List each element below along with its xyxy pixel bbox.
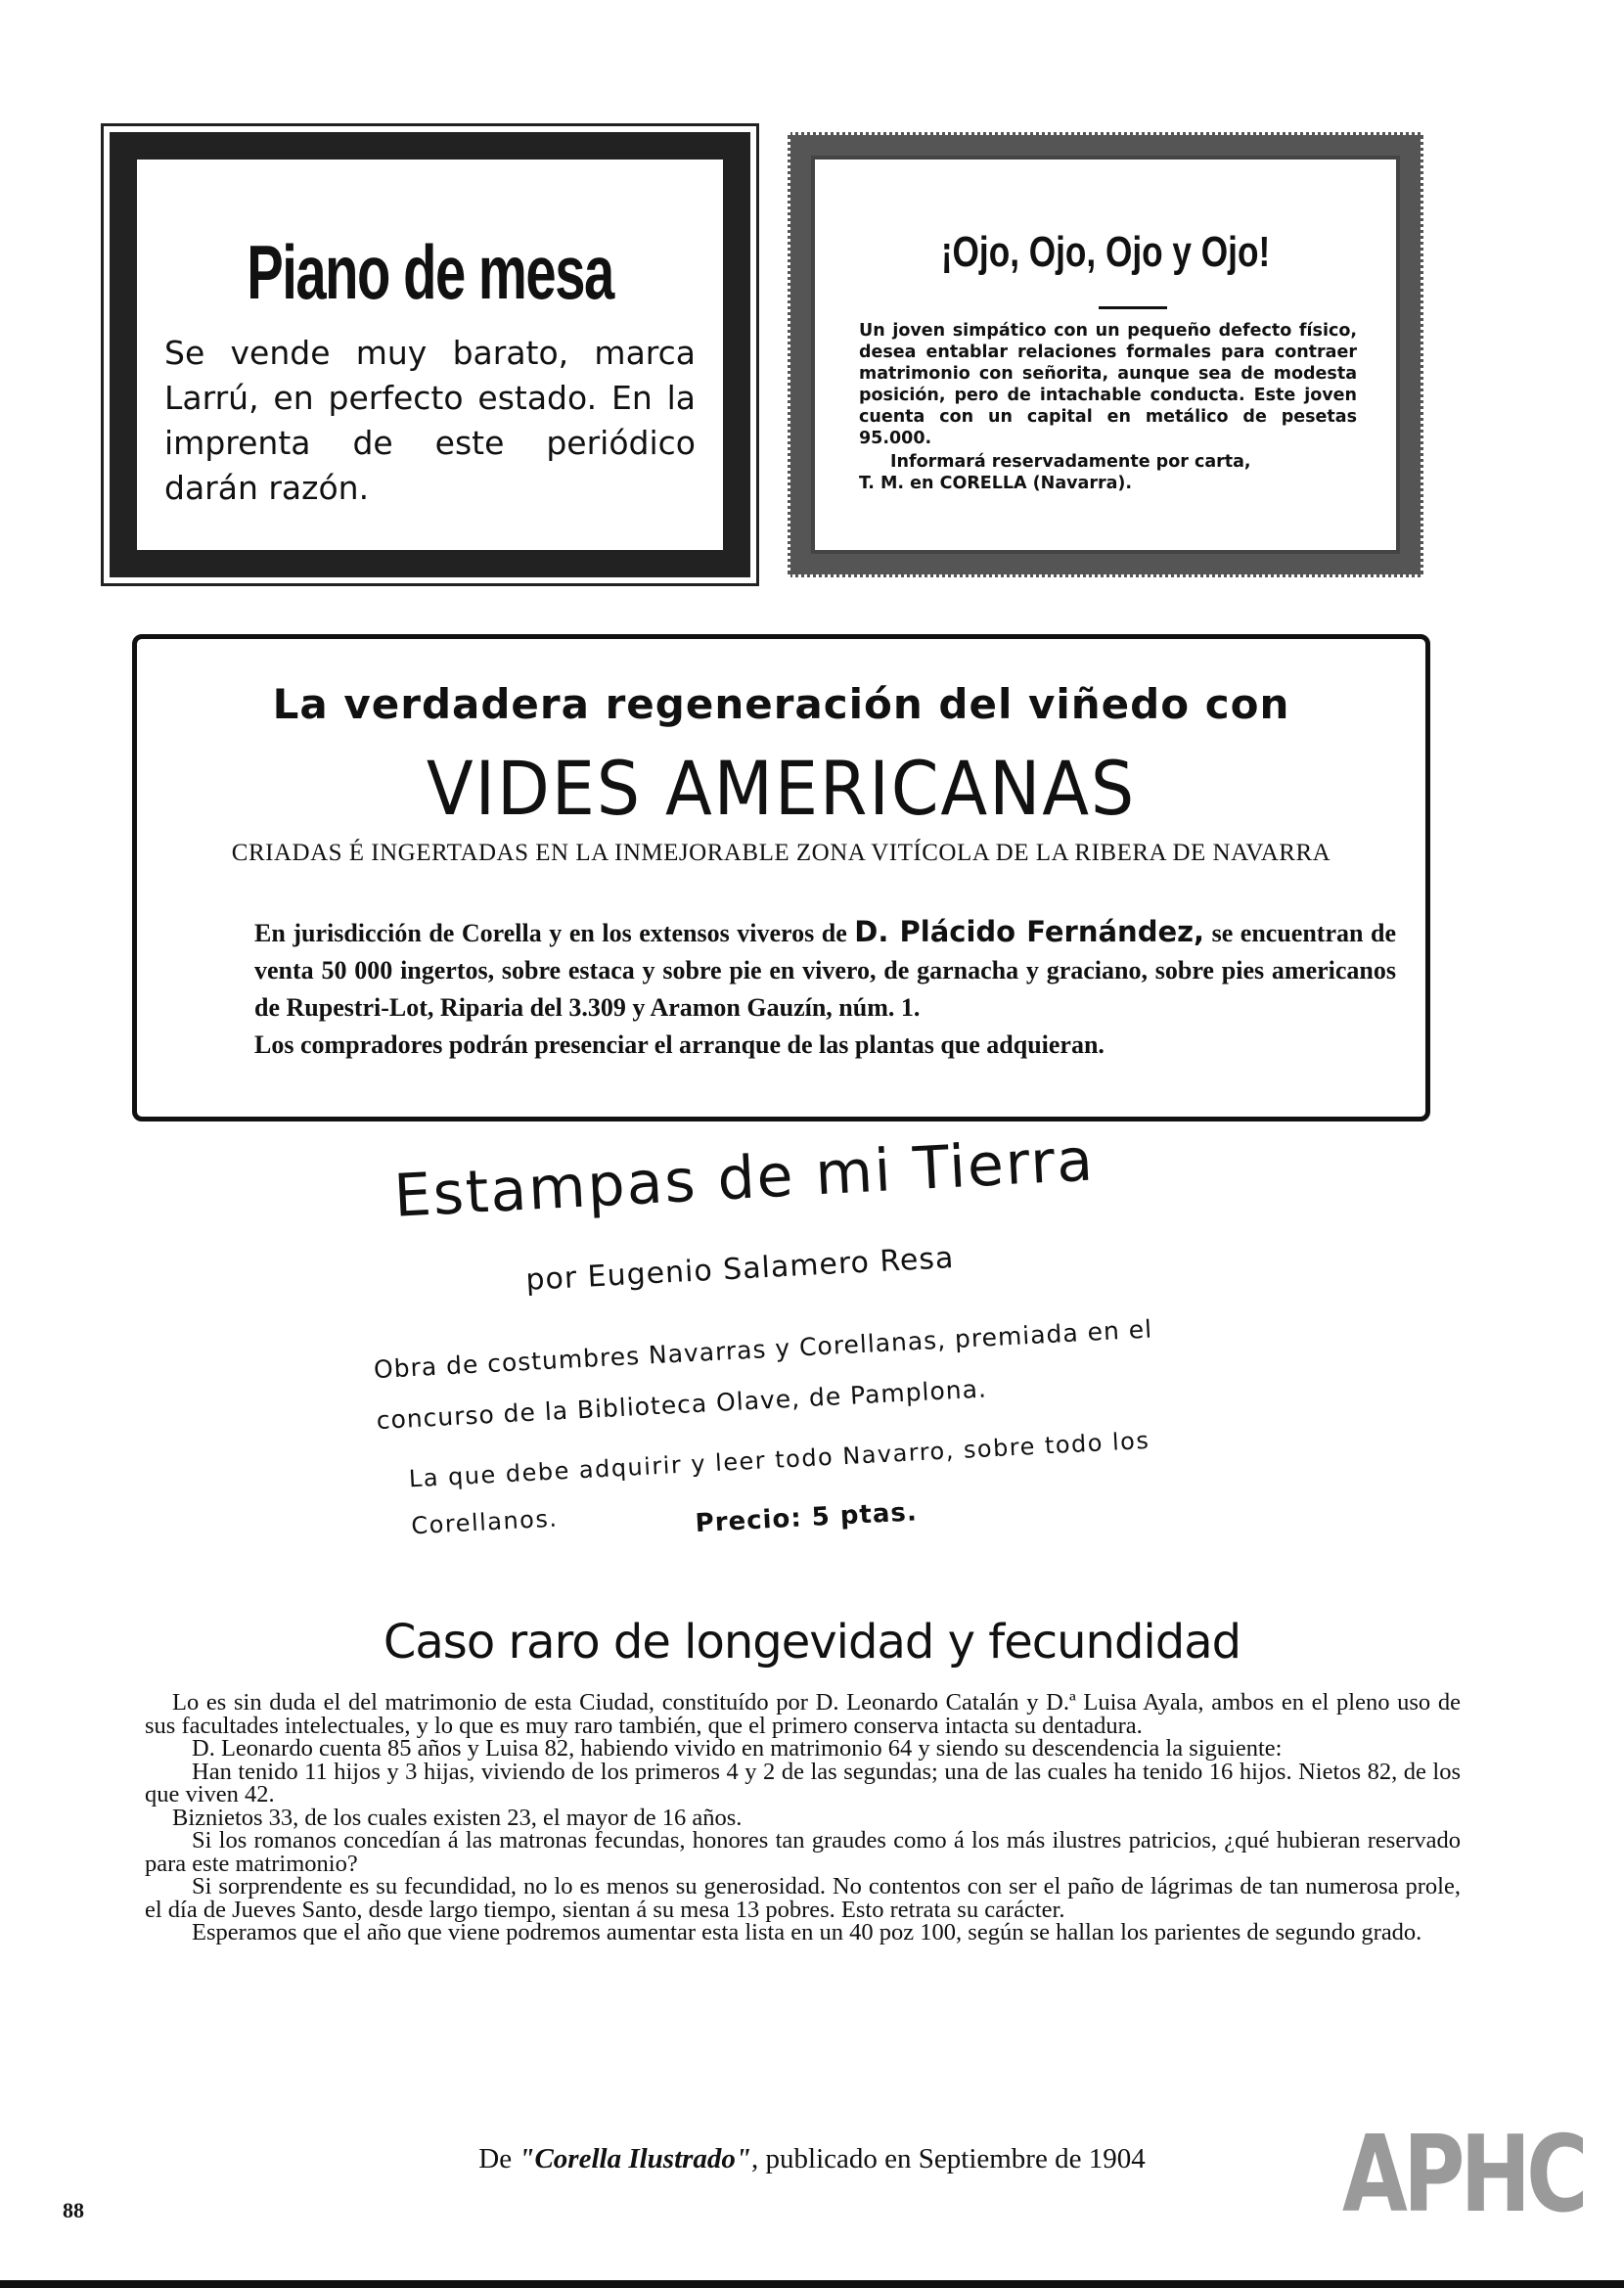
source-publication: "Corella Ilustrado"	[519, 2143, 752, 2174]
ad-vides-body-start: En jurisdicción de Corella y en los extensos viveros de	[254, 919, 847, 947]
ad-vides-heading: La verdadera regeneración del viñedo con	[272, 680, 1290, 728]
caso-paragraph: Si los romanos concedían á las matronas fecundas, honores tan graudes como á los más ilustres patricios, ¿qué hubieran reservado para este matrimonio?	[145, 1827, 1461, 1877]
aphc-logo: APHC	[1342, 2114, 1584, 2236]
ad-vides-body-last: Los compradores podrán presenciar el arranque de las plantas que adquieran.	[254, 1030, 1105, 1059]
estampas-author: por Eugenio Salamero Resa	[524, 1240, 956, 1298]
estampas-block	[352, 1099, 1254, 1575]
bottom-border	[0, 2280, 1624, 2288]
ad-piano-frame	[131, 154, 729, 556]
ad-vides-paragraph	[176, 913, 1396, 1027]
estampas-title: Estampas de mi Tierra	[391, 1125, 1097, 1231]
source-prefix: De	[478, 2143, 519, 2174]
ad-vides-body	[176, 913, 1396, 1064]
caso-paragraph: Si sorprendente es su fecundidad, no lo es menos su generosidad. No contentos con ser el paño de lágrimas de tan numerosa prole, el día de Jueves Santo, desde largo tiempo, sientan á su mesa 13 pobres. Esto retrata su carácter.	[145, 1873, 1461, 1923]
caso-title: Caso raro de longevidad y fecundidad	[383, 1615, 1241, 1670]
caso-paragraph: Lo es sin duda el del matrimonio de esta Ciudad, constituído por D. Leonardo Catalán y D.ª Luisa Ayala, ambos en el pleno uso de sus facultades intelectuales, y lo que es muy raro también, que el primero conserva intacta su dentadura.	[145, 1689, 1461, 1739]
ad-ojo-body: Un joven simpático con un pequeño defecto físico, desea entablar relaciones formales para contraer matrimonio con señorita, aunque sea de modesta posición, pero de intachable conducta. Este joven cuenta con un capital en metálico de pesetas 95.000.	[859, 321, 1357, 448]
caso-paragraph: D. Leonardo cuenta 85 años y Luisa 82, habiendo vivido en matrimonio 64 y siendo su descendencia la siguiente:	[192, 1735, 1283, 1762]
caso-body	[145, 1691, 1461, 1945]
ad-ojo-signature	[859, 451, 1357, 494]
ad-ojo-divider	[1099, 306, 1167, 309]
estampas-tagline: La que debe adquirir y leer todo Navarro, sobre todo los Corellanos.	[408, 1426, 1151, 1540]
caso-paragraph: Han tenido 11 hijos y 3 hijas, viviendo de los primeros 4 y 2 de las segundas; una de las cuales ha tenido 16 hijos. Nietos 82, de los que viven 42.	[145, 1758, 1461, 1808]
estampas-price: Precio: 5 ptas.	[694, 1497, 919, 1539]
ad-vides-body-rest: se encuentran de venta 50 000 ingertos, sobre estaca y sobre pie en vivero, de garnacha y graciano, sobre pies americanos de Rupestri-Lot, Riparia del 3.309 y Aramon Gauzín, núm. 1.	[254, 919, 1396, 1022]
source-suffix: , publicado en Septiembre de 1904	[751, 2143, 1146, 2174]
ad-ojo-frame	[811, 156, 1400, 554]
ad-vides	[132, 634, 1430, 1121]
ad-piano	[110, 132, 750, 577]
ad-ojo	[788, 132, 1423, 577]
ad-ojo-signature-line2: T. M. en CORELLA (Navarra).	[859, 474, 1133, 493]
page-number: 88	[63, 2198, 84, 2222]
ad-piano-title: Piano de mesa	[247, 229, 613, 315]
ad-piano-body: Se vende muy barato, marca Larrú, en perfecto estado. En la imprenta de este periódico darán razón.	[164, 334, 696, 507]
estampas-description: Obra de costumbres Navarras y Corellanas, premiada en el concurso de la Biblioteca Olave, de Pamplona.	[373, 1314, 1153, 1436]
ad-ojo-title: ¡Ojo, Ojo, Ojo y Ojo!	[940, 228, 1271, 276]
ad-vides-subtitle: CRIADAS É INGERTADAS EN LA INMEJORABLE ZONA VITÍCOLA DE LA RIBERA DE NAVARRA	[231, 840, 1331, 866]
ad-vides-owner-name: D. Plácido Fernández,	[854, 915, 1205, 948]
caso-paragraph: Esperamos que el año que viene podremos aumentar esta lista en un 40 poz 100, según se hallan los parientes de segundo grado.	[192, 1919, 1422, 1945]
ad-ojo-signature-line1: Informará reservadamente por carta,	[890, 452, 1251, 472]
caso-paragraph: Biznietos 33, de los cuales existen 23, el mayor de 16 años.	[172, 1804, 743, 1831]
ad-vides-title: VIDES AMERICANAS	[426, 745, 1137, 832]
